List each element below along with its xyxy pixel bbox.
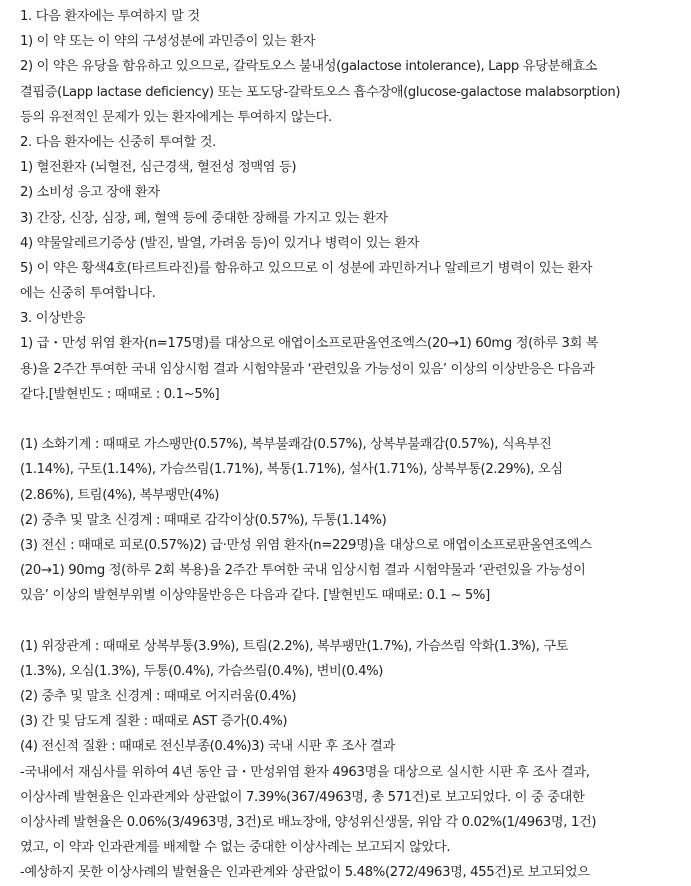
text-line: 이상사례 발현율은 0.06%(3/4963명, 3건)로 배뇨장애, 양성위신생물, 위암 각 0.02%(1/4963명, 1건)	[20, 815, 597, 830]
text-line: 1) 이 약 또는 이 약의 구성성분에 과민증이 있는 환자	[20, 34, 316, 50]
text-line: (1) 소화기계 : 때때로 가스팽만(0.57%), 복부불쾌감(0.57%), 상복부불쾌감(0.57%), 식욕부진	[20, 437, 552, 453]
section-heading: 3. 이상반응	[20, 311, 86, 327]
text-line: (1.14%), 구토(1.14%), 가슴쓰림(1.71%), 복통(1.71%), 설사(1.71%), 상복부통(2.29%), 오심	[20, 462, 563, 478]
text-line: 등의 유전적인 문제가 있는 환자에게는 투여하지 않는다.	[20, 109, 332, 125]
text-line: 결핍증(Lapp lactase deficiency) 또는 포도당-갈락토오스 흡수장애(glucose-galactose malabsorption)	[20, 84, 621, 100]
text-line: (20→1) 90mg 정(하루 2회 복용)을 2주간 투여한 국내 임상시험 결과 시험약물과 ‘관련있을 가능성이	[20, 563, 586, 579]
text-line: 용)을 2주간 투여한 국내 임상시험 결과 시험약물과 ‘관련있을 가능성이 있음’ 이상의 이상반응은 다음과	[20, 361, 595, 377]
text-line: (3) 간 및 담도계 질환 : 때때로 AST 증가(0.4%)	[20, 714, 288, 730]
text-line: (3) 전신 : 때때로 피로(0.57%)2) 급·만성 위염 환자(n=229명)을 대상으로 애엽이소프로판올연조엑스	[20, 537, 592, 553]
text-line: -국내에서 재심사를 위하여 4년 동안 급・만성위염 환자 4963명을 대상으로 실시한 시판 후 조사 결과,	[20, 764, 590, 780]
text-line: 에는 신중히 투여합니다.	[20, 286, 156, 302]
blank-line	[20, 609, 683, 634]
text-line: -예상하지 못한 이상사례의 발현율은 인과관계와 상관없이 5.48%(272/4963명, 455건)로 보고되었으	[20, 865, 590, 881]
text-line: (2) 중추 및 말초 신경계 : 때때로 감각이상(0.57%), 두통(1.14%)	[20, 512, 387, 528]
blank-line	[20, 407, 683, 432]
text-line: 5) 이 약은 황색4호(타르트라진)를 함유하고 있으므로 이 성분에 과민하거나 알레르기 병력이 있는 환자	[20, 260, 593, 276]
text-line: 같다.[발현빈도 : 때때로 : 0.1~5%]	[20, 386, 220, 402]
text-line: (1) 위장관계 : 때때로 상복부통(3.9%), 트림(2.2%), 복부팽만(1.7%), 가슴쓰림 악화(1.3%), 구토	[20, 638, 569, 654]
text-line: 1) 혈전환자 (뇌혈전, 심근경색, 혈전성 정맥염 등)	[20, 160, 297, 176]
text-line: 1) 급・만성 위염 환자(n=175명)를 대상으로 애엽이소프로판올연조엑스(20→1) 60mg 정(하루 3회 복	[20, 336, 599, 352]
section-heading: 1. 다음 환자에는 투여하지 말 것	[20, 9, 200, 24]
text-line: (4) 전신적 질환 : 때때로 전신부종(0.4%)3) 국내 시판 후 조사 결과	[20, 739, 395, 755]
text-line: 3) 간장, 신장, 심장, 폐, 혈액 등에 중대한 장해를 가지고 있는 환자	[20, 210, 388, 226]
text-line: 4) 약물알레르기증상 (발진, 발열, 가려움 등)이 있거나 병력이 있는 환자	[20, 235, 420, 251]
text-line: 였고, 이 약과 인과관계를 배제할 수 없는 중대한 이상사례는 보고되지 않았다.	[20, 840, 451, 856]
text-line: (1.3%), 오심(1.3%), 두통(0.4%), 가슴쓰림(0.4%), 변비(0.4%)	[20, 663, 384, 679]
text-line: 2) 소비성 응고 장애 환자	[20, 185, 160, 201]
text-line: 2) 이 약은 유당을 함유하고 있으므로, 갈락토오스 불내성(galactose intolerance), Lapp 유당분해효소	[20, 59, 598, 75]
text-line: 있음’ 이상의 발현부위별 이상약물반응은 다음과 같다. [발현빈도 때때로: 0.1 ~ 5%]	[20, 588, 490, 604]
section-heading: 2. 다음 환자에는 신중히 투여할 것.	[20, 134, 216, 150]
text-line: (2.86%), 트림(4%), 복부팽만(4%)	[20, 487, 220, 503]
text-line: 이상사례 발현율은 인과관계와 상관없이 7.39%(367/4963명, 총 571건)로 보고되었다. 이 중 중대한	[20, 789, 585, 805]
text-line: (2) 중추 및 말초 신경계 : 때때로 어지러움(0.4%)	[20, 689, 297, 705]
